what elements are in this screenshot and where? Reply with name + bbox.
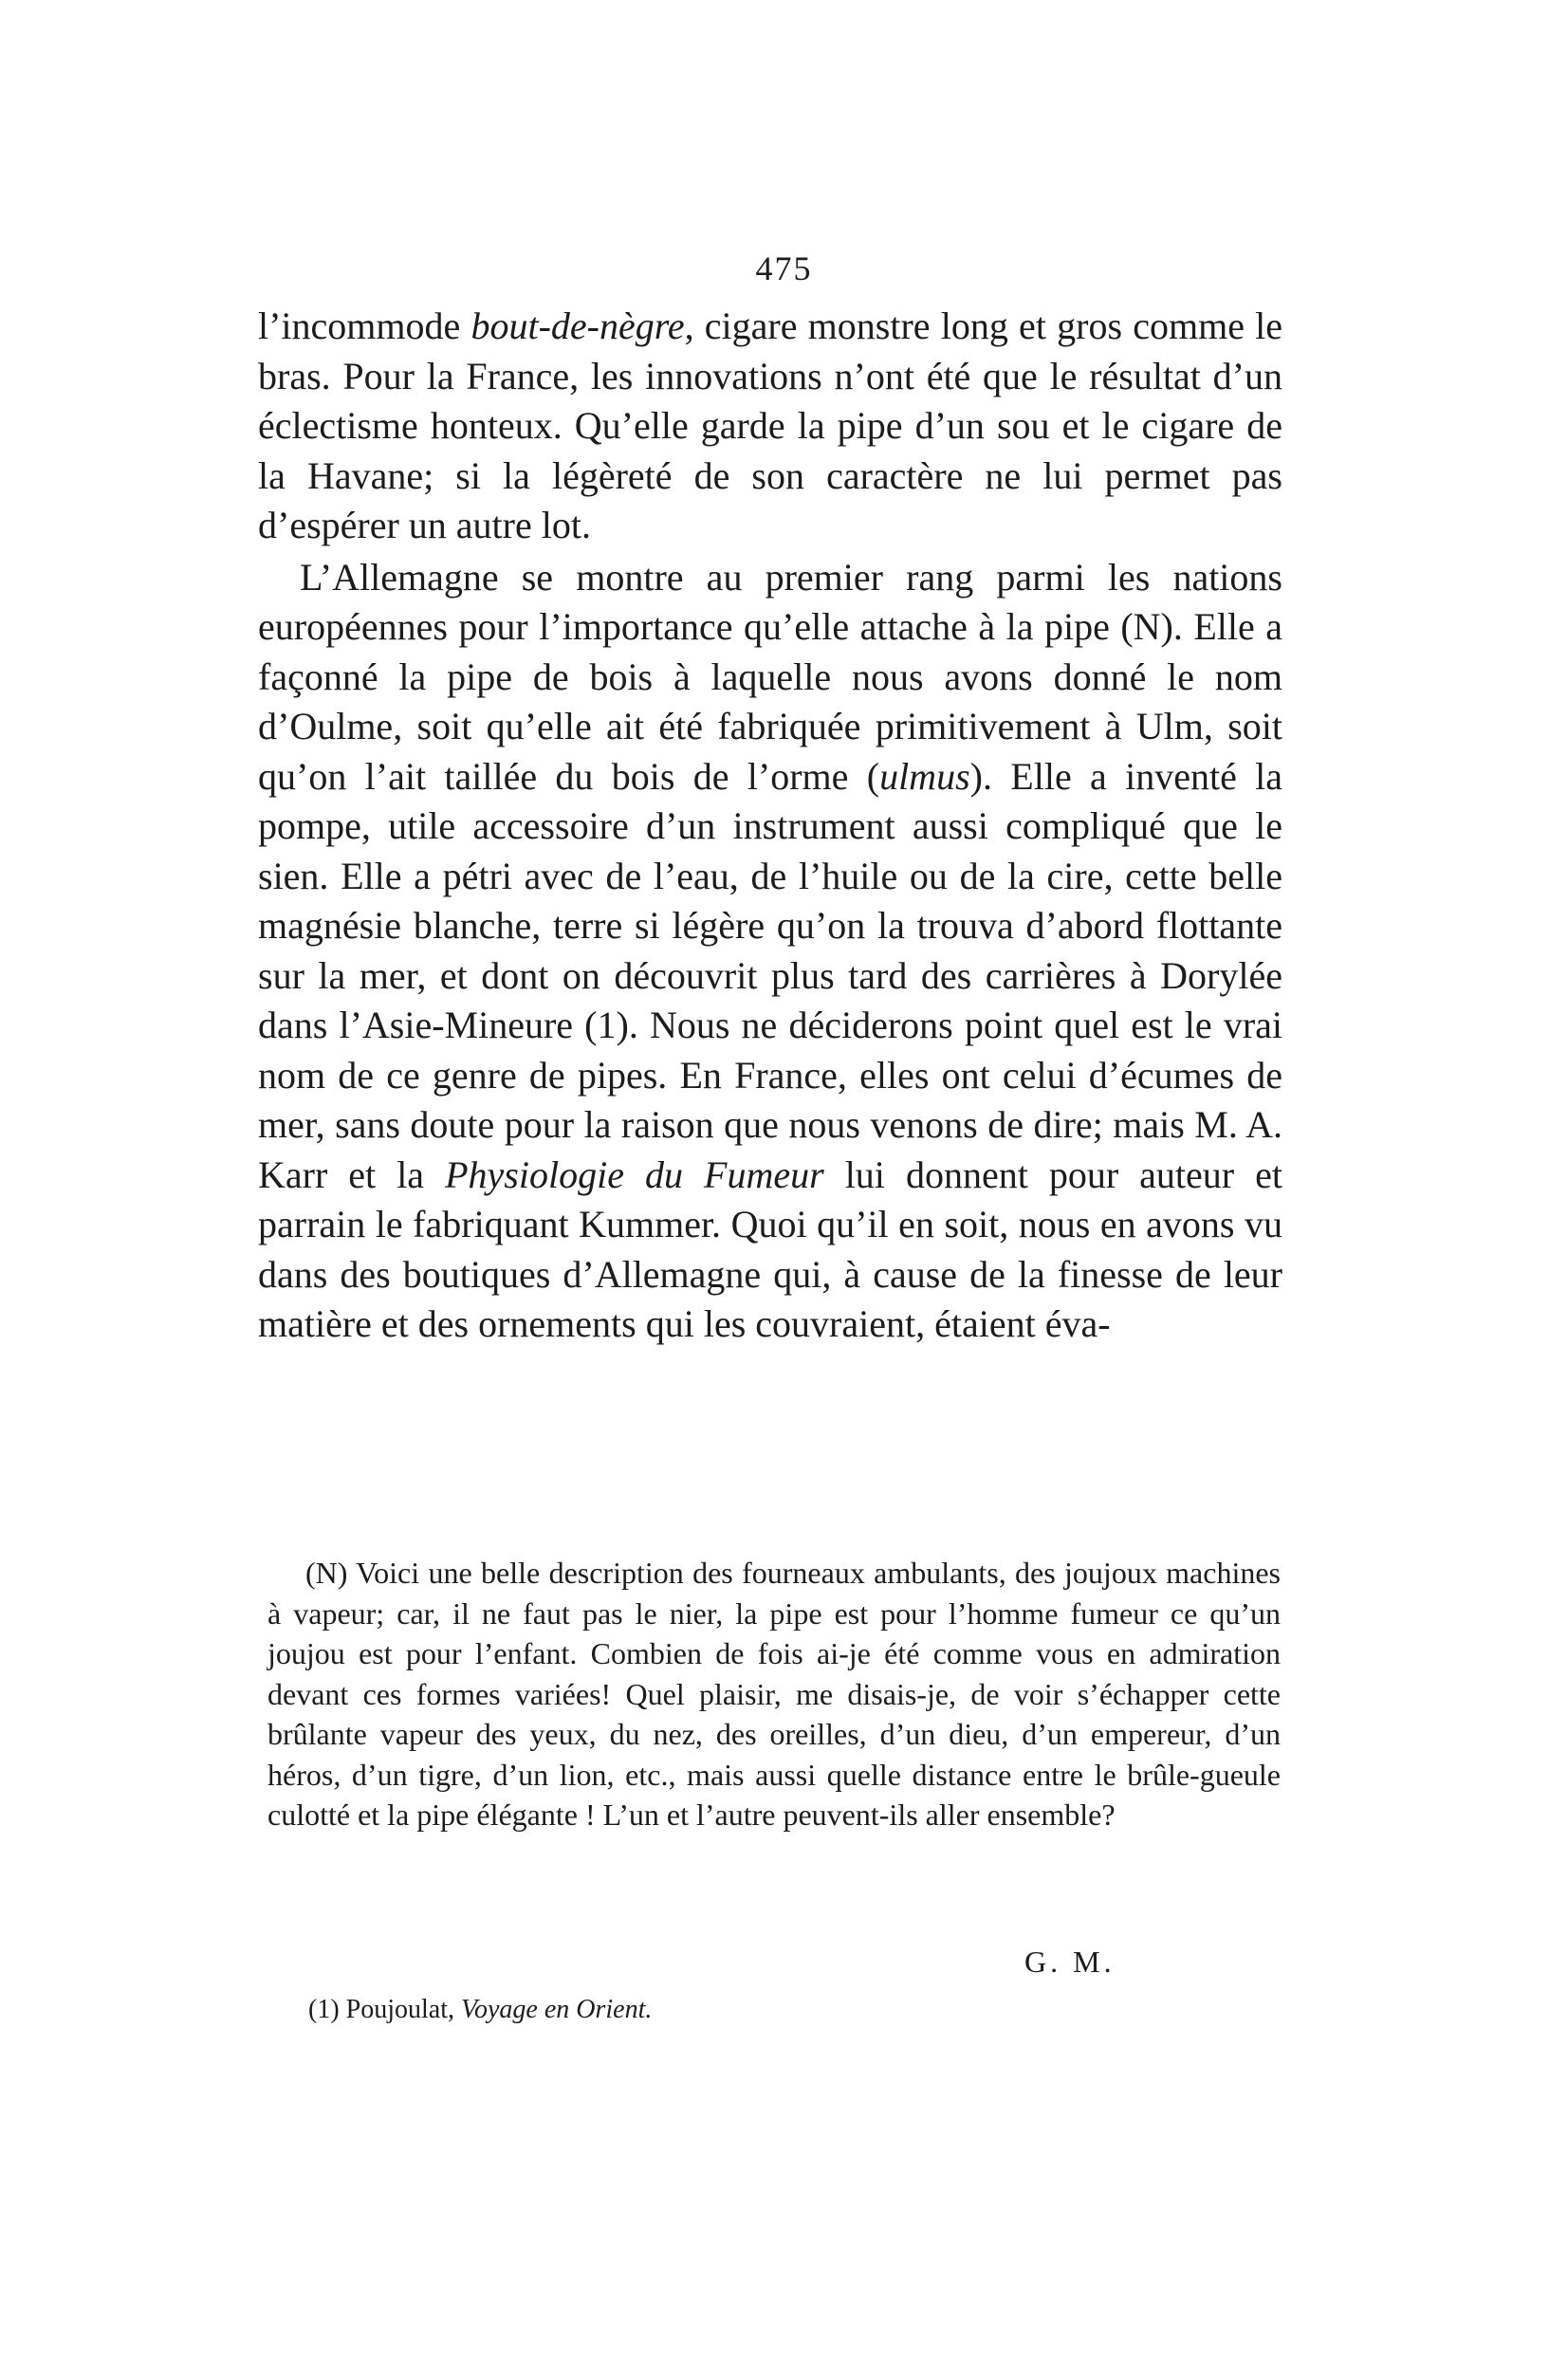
paragraph-2-part-c: lui donnent pour auteur et parrain le fabriquant Kummer. Quoi qu’il en soit, nous en avons vu dans des boutiques d’Allemagne qui, à cause de la finesse de leur matière et des ornements qui les couvraient, étaient éva- bbox=[258, 1152, 1283, 1345]
footnote-author: Poujoulat, bbox=[345, 1995, 454, 2024]
editor-note bbox=[267, 1553, 1281, 1835]
paragraph-1-tail: , cigare monstre long et gros comme le bras. Pour la France, les innovations n’ont été que le résultat d’un éclectisme honteux. Qu’elle garde la pipe d’un sou et le cigare de la Havane; si la légèreté de son caractère ne lui permet pas d’espérer un autre lot. bbox=[258, 304, 1283, 546]
paragraph-2-part-a: L’Allemagne se montre au premier rang parmi les nations européennes pour l’importance qu’elle attache à la pipe (N). Elle a façonné la pipe de bois à laquelle nous avons donné le nom d’Oulme, soit qu’elle ait été fabriquée primitivement à Ulm, soit qu’on l’ait taillée du bois de l’orme ( bbox=[258, 555, 1282, 798]
paragraph-2-italic-ulmus: ulmus bbox=[879, 754, 970, 798]
paragraph-1-start: l’incommode bbox=[258, 304, 461, 347]
note-signature: G. M. bbox=[1024, 1945, 1116, 1979]
paragraph-2-part-b: ). Elle a inventé la pompe, utile accessoire d’un instrument aussi compliqué que le sien. Elle a pétri avec de l’eau, de l’huile ou de la cire, cette belle magnésie blanche, terre si légère qu’on la trouva d’abord flottante sur la mer, et dont on découvrit plus tard des carrières à Dorylée dans l’Asie-Mineure (1). Nous ne déciderons point quel est le vrai nom de ce genre de pipes. En France, elles ont celui d’écumes de mer, sans doute pour la raison que nous venons de dire; mais M. A. Karr et la bbox=[258, 754, 1283, 1196]
footnote-marker: (1) bbox=[308, 1995, 340, 2024]
footnote-title: Voyage en Orient. bbox=[461, 1995, 653, 2024]
main-text bbox=[258, 302, 1282, 1350]
paragraph-2 bbox=[258, 553, 1282, 1350]
paragraph-1-italic: bout-de-nègre bbox=[470, 304, 685, 347]
page-number: 475 bbox=[755, 249, 813, 287]
editor-note-text: (N) Voici une belle description des fourneaux ambulants, des joujoux machines à vapeur; car, il ne faut pas le nier, la pipe est pour l’homme fumeur ce qu’un joujou est pour l’enfant. Combien de fois ai-je été comme vous en admiration devant ces formes variées! Quel plaisir, me disais-je, de voir s’échapper cette brûlante vapeur des yeux, du nez, des oreilles, d’un dieu, d’un empereur, d’un héros, d’un tigre, d’un lion, etc., mais aussi quelle distance entre le brûle-gueule culotté et la pipe élégante ! L’un et l’autre peuvent-ils aller ensemble? bbox=[267, 1556, 1281, 1832]
footnote bbox=[308, 1995, 652, 2025]
paragraph-1 bbox=[258, 302, 1282, 551]
paragraph-2-italic-physiologie: Physiologie du Fumeur bbox=[445, 1152, 824, 1196]
